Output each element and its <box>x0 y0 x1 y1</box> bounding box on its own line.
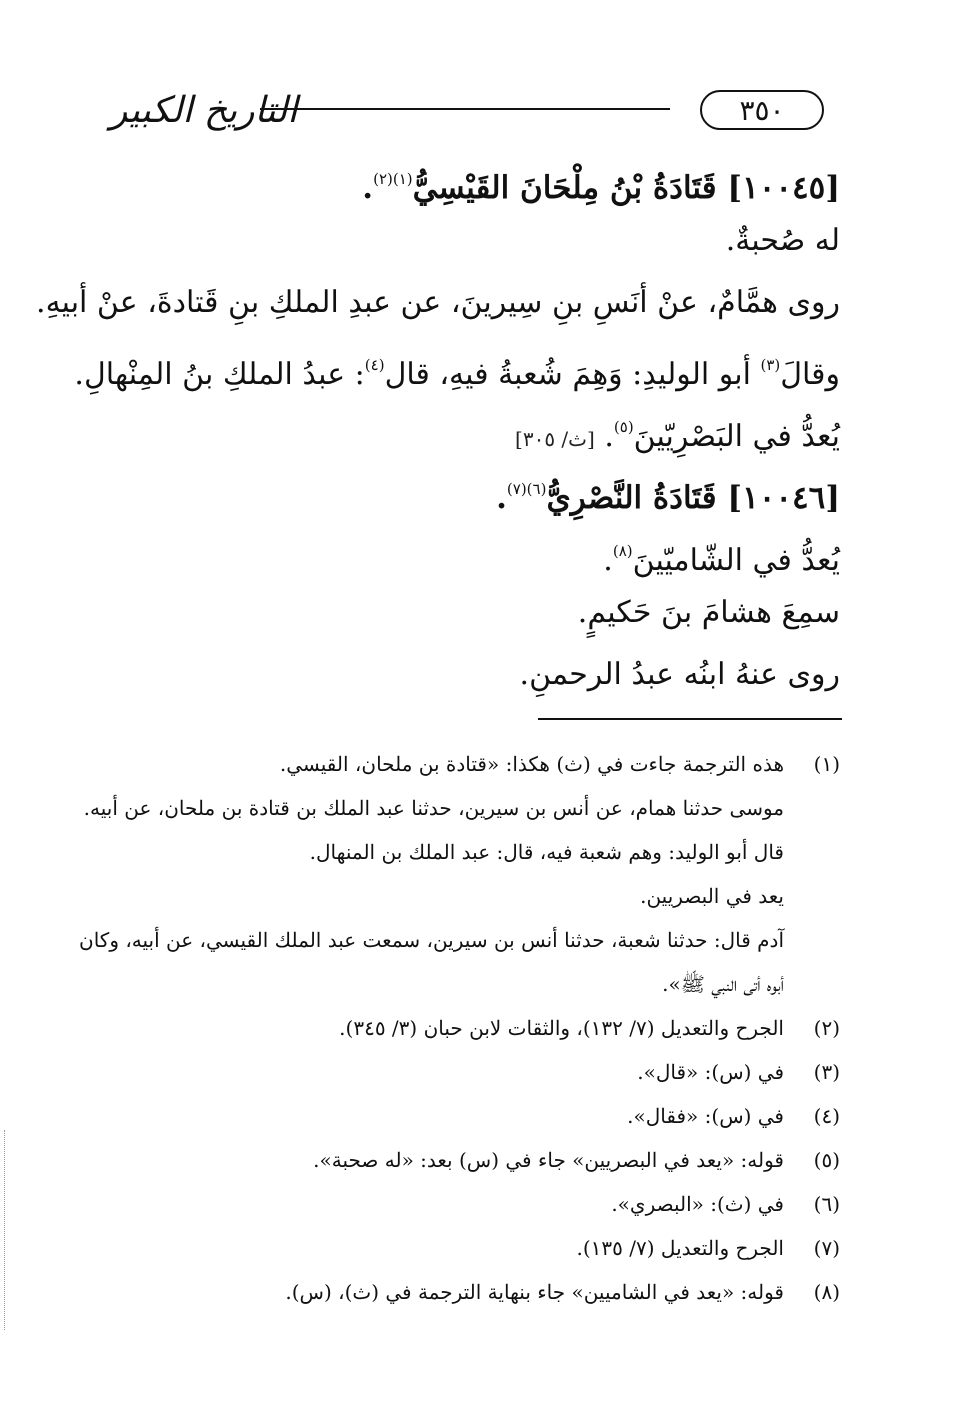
footnote-number: (٨) <box>813 1280 840 1304</box>
footnote-separator <box>538 718 842 720</box>
entry-heading-10045 <box>120 148 840 210</box>
text-line: روى عنهُ ابنُه عبدُ الرحمنِ. <box>519 657 840 692</box>
text-fragment: يُعدُّ في الشّاميّينَ <box>632 543 840 578</box>
footnote-line: في (س): «فقال». <box>627 1104 784 1128</box>
footnote-2 <box>100 1006 840 1050</box>
main-text <box>36 148 840 706</box>
page-header <box>110 88 850 132</box>
footnote-line: قال أبو الوليد: وهم شعبة فيه، قال: عبد الملك بن المنهال. <box>309 840 784 864</box>
footnote-number: (٦) <box>813 1192 840 1216</box>
footnote-number: (٧) <box>813 1236 840 1260</box>
footnote-5 <box>100 1138 840 1182</box>
folio-marker: [ث/ ٣٠٥] <box>515 427 595 451</box>
footnote-8 <box>100 1270 840 1314</box>
footnote-ref: (١)(٢) <box>373 170 413 188</box>
footnote-number: (٢) <box>813 1016 840 1040</box>
text-fragment: . <box>594 419 614 454</box>
footnote-1 <box>79 742 840 1006</box>
footnote-ref: (٤) <box>364 356 385 374</box>
text-line <box>120 396 840 458</box>
entry-period: . <box>496 480 507 516</box>
footnote-number: (١) <box>813 752 840 776</box>
footnote-line: يعد في البصريين. <box>640 884 784 908</box>
book-title: التاريخ الكبير <box>110 90 298 131</box>
text-line <box>74 334 840 396</box>
text-line: سمِعَ هشامَ بنَ حَكيمٍ. <box>577 595 840 630</box>
entry-period: . <box>362 170 374 206</box>
text-fragment: أبو الوليدِ: وَهِمَ شُعبةُ فيهِ، قال <box>384 357 761 392</box>
footnote-number: (٥) <box>813 1148 840 1172</box>
footnote-number: (٤) <box>813 1104 840 1128</box>
header-rule <box>260 108 670 110</box>
footnote-ref: (٦)(٧) <box>506 480 547 498</box>
footnote-4 <box>100 1094 840 1138</box>
footnote-7 <box>100 1226 840 1270</box>
footnote-line: في (س): «قال». <box>637 1060 784 1084</box>
page-number: ٣٥٠ <box>700 90 824 130</box>
text-fragment: وقالَ <box>780 357 840 392</box>
footnote-6 <box>100 1182 840 1226</box>
text-line <box>120 520 840 582</box>
footnote-line: موسى حدثنا همام، عن أنس بن سيرين، حدثنا عبد الملك بن قتادة بن ملحان، عن أبيه. <box>83 796 784 820</box>
text-line: له صُحبةٌ. <box>725 223 840 258</box>
footnote-number: (٣) <box>813 1060 840 1084</box>
scan-edge-mark <box>4 1130 6 1330</box>
text-line: روى همَّامٌ، عنْ أنَسِ بنِ سِيرينَ، عن عبدِ الملكِ بنِ قَتادةَ، عنْ أبيهِ. <box>36 285 840 320</box>
footnote-line: هذه الترجمة جاءت في (ث) هكذا: «قتادة بن ملحان، القيسي. <box>279 752 784 776</box>
text-fragment: : عبدُ الملكِ بنُ المِنْهالِ. <box>74 357 365 392</box>
footnote-line: في (ث): «البصري». <box>611 1192 784 1216</box>
entry-heading-10046 <box>120 458 840 520</box>
footnote-line: الجرح والتعديل (٧/ ١٣٢)، والثقات لابن حبان (٣/ ٣٤٥). <box>339 1016 784 1040</box>
entry-title: [١٠٠٤٦] قَتَادَةُ النَّصْرِيُّ <box>546 480 840 516</box>
text-fragment: . <box>603 543 613 578</box>
footnote-ref: (٨) <box>612 542 633 560</box>
footnote-3 <box>100 1050 840 1094</box>
footnote-line: الجرح والتعديل (٧/ ١٣٥). <box>576 1236 784 1260</box>
text-fragment: يُعدُّ في البَصْرِيّينَ <box>633 419 840 454</box>
entry-title: [١٠٠٤٥] قَتَادَةُ بْنُ مِلْحَانَ القَيْسِيُّ <box>412 170 840 206</box>
footnote-line: آدم قال: حدثنا شعبة، حدثنا أنس بن سيرين، سمعت عبد الملك القيسي، عن أبيه، وكان <box>79 928 784 952</box>
footnotes <box>79 742 840 1314</box>
footnote-ref: (٣) <box>760 356 781 374</box>
footnote-ref: (٥) <box>613 418 634 436</box>
footnote-line: أبوه أتى النبي ﷺ». <box>662 972 784 996</box>
footnote-line: قوله: «يعد في البصريين» جاء في (س) بعد: «له صحبة». <box>313 1148 784 1172</box>
footnote-line: قوله: «يعد في الشاميين» جاء بنهاية الترجمة في (ث)، (س). <box>285 1280 784 1304</box>
